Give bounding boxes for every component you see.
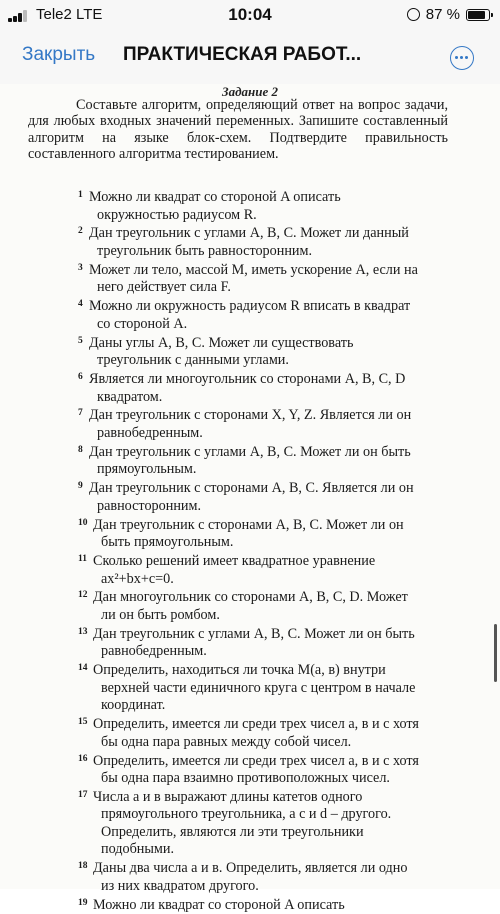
task-number: 13 [78,626,88,637]
scrollbar[interactable] [494,624,497,682]
task-number: 12 [78,590,88,601]
task-line: Даны два числа a и в. Определить, является ли одно [93,860,408,877]
task-line: быть прямоугольным. [101,534,234,551]
task-text [89,335,449,370]
task-text [93,860,453,895]
carrier-label: Tele2 LTE [36,6,103,23]
task-text [93,553,453,588]
task-number: 9 [78,481,83,492]
task-line: Дан треугольник с сторонами A, B, C. Может ли он [93,516,404,533]
task-text [93,589,453,624]
task-number: 15 [78,717,88,728]
task-line: равнобедренным. [101,643,207,660]
task-line: Дан треугольник с сторонами X, Y, Z. Является ли он [89,407,412,424]
task-line: бы одна пара взаимно противоположных чисел. [101,770,390,786]
task-text [89,371,449,406]
document-view[interactable] [0,84,500,913]
task-line: бы одна пара равных между собой чисел. [101,733,352,750]
task-line: ax²+bx+c=0. [101,570,174,587]
task-text [93,753,453,788]
task-line: Определить, находиться ли точка M(a, в) внутри [93,662,386,679]
task-line: Дан треугольник с углами A, B, C. Может ли он быть [93,625,415,642]
task-line: Можно ли квадрат со стороной A описать [93,896,345,913]
task-number: 10 [78,517,88,528]
task-number: 2 [78,226,83,237]
task-number: 7 [78,408,83,419]
task-number: 1 [78,190,83,200]
task-line: со стороной A. [97,315,188,332]
task-number: 6 [78,372,83,382]
task-text [89,225,449,260]
task-line: Даны углы A, B, C. Может ли существовать [89,334,354,351]
task-intro: Составьте алгоритм, определяющий ответ на вопрос задачи, для любых входных значений переменных. Запишите составленный алгоритм на языке блок-схем. Подтвердите правильность составленного алгоритма тестированием. [28,97,448,162]
task-line: прямоугольного треугольника, a c и d – другого. [101,806,392,823]
task-line: Определить, имеется ли среди трех чисел a, в и c хотя [93,752,419,769]
task-line: верхней части единичного круга с центром в начале [101,679,416,696]
task-line: Можно ли квадрат со стороной A описать [89,189,341,205]
battery-icon [466,9,490,21]
task-text [89,480,449,515]
task-line: Сколько решений имеет квадратное уравнение [93,553,376,569]
task-line: Определить, имеется ли среди трех чисел a, в и c хотя [93,716,419,733]
task-line: подобными. [101,841,175,858]
task-text [93,789,453,859]
task-line: Можно ли окружность радиусом R вписать в квадрат [89,298,411,315]
task-text [89,262,449,297]
task-line: Дан многоугольник со сторонами A, B, C, D. Может [93,589,408,606]
task-text [93,716,453,751]
task-text [89,444,449,479]
task-line: координат. [101,697,166,714]
task-line: ли он быть ромбом. [101,606,220,623]
task-text [93,897,453,914]
task-line: Числа a и в выражают длины катетов одного [93,788,363,805]
task-text [93,626,453,661]
task-line: из них квадратом другого. [101,877,259,894]
orientation-lock-icon [407,8,420,21]
status-bar [0,0,500,30]
task-line: квадратом. [97,388,163,405]
task-line: него действует сила F. [97,279,231,296]
clock: 10:04 [228,5,272,24]
task-text [89,407,449,442]
task-number: 17 [78,789,88,800]
task-number: 19 [78,897,88,908]
task-line: прямоугольным. [97,461,197,478]
task-line: треугольник быть равносторонним. [97,242,313,259]
task-number: 5 [78,335,83,346]
task-line: равнобедренным. [97,424,203,441]
close-button[interactable]: Закрыть [22,44,96,65]
task-number: 18 [78,861,88,872]
task-number: 16 [78,753,88,764]
task-line: Дан треугольник с углами A, B, C. Может ли данный [89,225,409,242]
task-text [93,517,453,552]
task-number: 11 [78,554,87,564]
task-line: Определить, являются ли эти треугольники [101,823,364,840]
battery-percent: 87 % [425,6,460,23]
task-line: Является ли многоугольник со сторонами A, B, C, D [89,371,406,387]
task-number: 4 [78,299,83,310]
more-horizontal-icon[interactable] [450,46,474,70]
task-number: 3 [78,262,83,273]
task-text [89,189,449,224]
status-right [407,6,490,23]
nav-bar [0,30,500,85]
task-number: 8 [78,444,83,455]
task-text [89,298,449,333]
task-line: треугольник с данными углами. [97,352,289,369]
task-line: Дан треугольник с углами A, B, C. Может ли он быть [89,443,411,460]
task-heading: Задание 2 [221,84,279,99]
task-line: равносторонним. [97,497,202,514]
task-line: Дан треугольник с сторонами A, B, C. Является ли он [89,480,414,497]
task-line: Может ли тело, массой M, иметь ускорение A, если на [89,261,418,278]
page-title: ПРАКТИЧЕСКАЯ РАБОТ... [123,44,362,65]
task-number: 14 [78,663,88,674]
task-line: окружностью радиусом R. [97,206,257,223]
task-text [93,662,453,715]
